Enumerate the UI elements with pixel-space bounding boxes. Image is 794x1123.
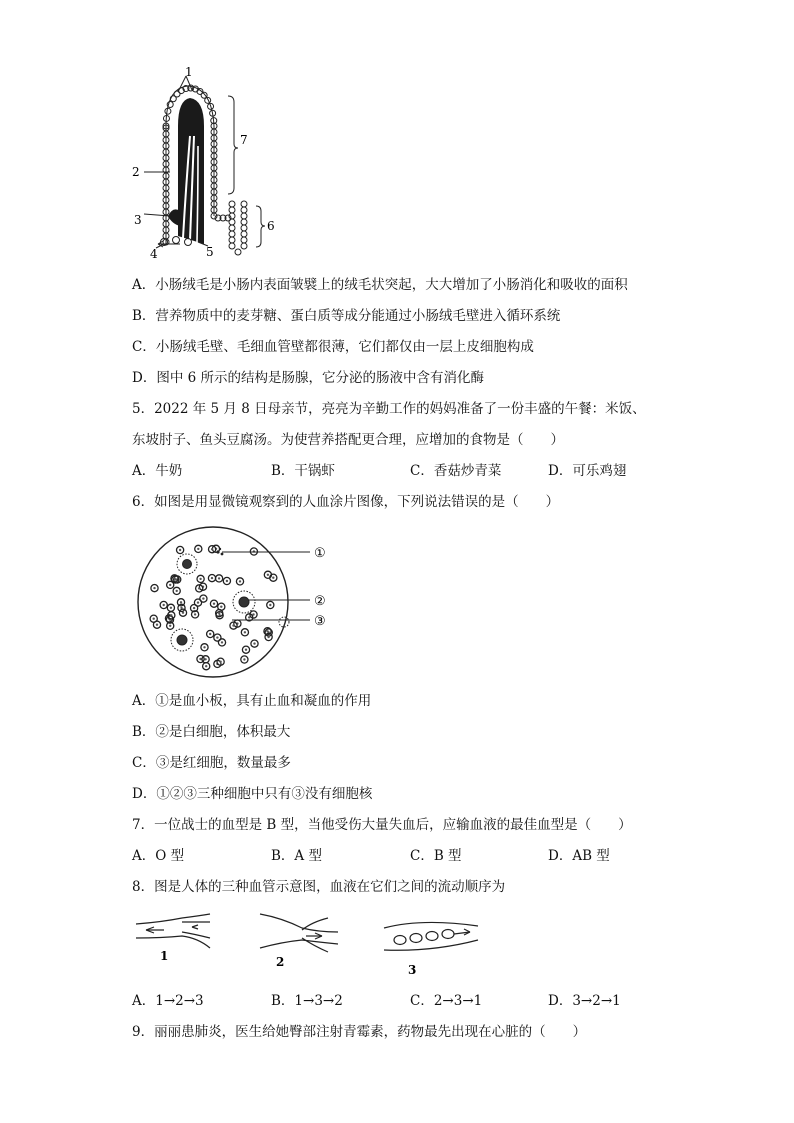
q6-option-d: D．①②③三种细胞中只有③没有细胞核 <box>132 786 373 802</box>
villus-label-4: 4 <box>150 247 158 261</box>
villus-label-2: 2 <box>132 165 140 179</box>
vessel-1-icon <box>136 914 210 948</box>
q6-option-a: A．①是血小板，具有止血和凝血的作用 <box>132 693 372 709</box>
q6-stem: 6．如图是用显微镜观察到的人血涂片图像，下列说法错误的是（ ） <box>132 494 560 510</box>
smear-label-3: ③ <box>314 614 326 629</box>
q7-option-b: B．A 型 <box>271 848 322 864</box>
villus-label-6: 6 <box>267 219 275 233</box>
blood-vessel-figure <box>132 908 492 978</box>
vessel-label-3: 3 <box>408 963 417 977</box>
q5-stem-line1: 5．2022 年 5 月 8 日母亲节，亮亮为辛勤工作的妈妈准备了一份丰盛的午餐：米饭、 <box>132 401 646 417</box>
q7-stem: 7．一位战士的血型是 B 型，当他受伤大量失血后，应输血液的最佳血型是（ ） <box>132 817 632 833</box>
vessel-2-icon <box>260 914 338 952</box>
q7-option-a: A．O 型 <box>132 848 185 864</box>
villus-label-5: 5 <box>206 245 214 259</box>
q6-option-c: C．③是红细胞，数量最多 <box>132 755 291 771</box>
q7-option-d: D．AB 型 <box>548 848 610 864</box>
q9-stem: 9．丽丽患肺炎，医生给她臀部注射青霉素，药物最先出现在心脏的（ ） <box>132 1024 587 1040</box>
smear-label-1: ① <box>314 546 326 561</box>
blood-smear-figure <box>132 522 342 684</box>
q4-option-b: B．营养物质中的麦芽糖、蛋白质等成分能通过小肠绒毛壁进入循环系统 <box>132 308 561 324</box>
q6-option-b: B．②是白细胞，体积最大 <box>132 724 291 740</box>
q4-option-c: C．小肠绒毛壁、毛细血管壁都很薄，它们都仅由一层上皮细胞构成 <box>132 339 534 355</box>
villus-figure <box>128 66 288 262</box>
q5-option-d: D．可乐鸡翅 <box>548 463 627 479</box>
smear-label-2: ② <box>314 594 326 609</box>
q8-stem: 8．图是人体的三种血管示意图，血液在它们之间的流动顺序为 <box>132 879 506 895</box>
q8-option-d: D．3→2→1 <box>548 993 621 1009</box>
q5-option-c: C．香菇炒青菜 <box>410 463 502 479</box>
vessel-label-1: 1 <box>160 949 169 963</box>
q8-option-c: C．2→3→1 <box>410 993 483 1009</box>
q5-option-b: B．干锅虾 <box>271 463 335 479</box>
q8-option-b: B．1→3→2 <box>271 993 343 1009</box>
q8-option-a: A．1→2→3 <box>132 993 204 1009</box>
villus-label-1: 1 <box>185 66 193 79</box>
q7-option-c: C．B 型 <box>410 848 462 864</box>
villus-label-3: 3 <box>134 213 142 227</box>
vessel-label-2: 2 <box>276 955 285 969</box>
q4-option-a: A．小肠绒毛是小肠内表面皱襞上的绒毛状突起，大大增加了小肠消化和吸收的面积 <box>132 277 628 293</box>
villus-label-7: 7 <box>240 133 248 147</box>
vessel-3-icon <box>384 922 478 950</box>
q4-option-d: D．图中 6 所示的结构是肠腺，它分泌的肠液中含有消化酶 <box>132 370 484 386</box>
q5-option-a: A．牛奶 <box>132 463 183 479</box>
q5-stem-line2: 东坡肘子、鱼头豆腐汤。为使营养搭配更合理，应增加的食物是（ ） <box>132 432 564 448</box>
